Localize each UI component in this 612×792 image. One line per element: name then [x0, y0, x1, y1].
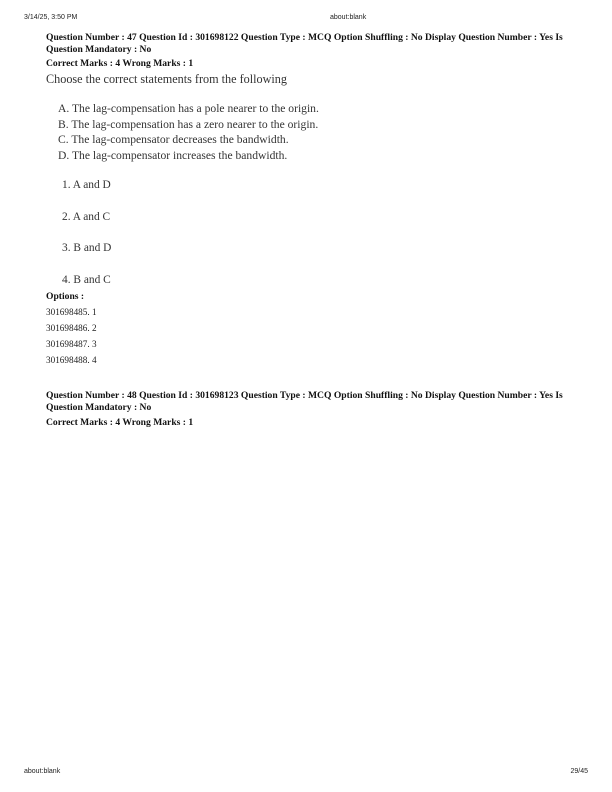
question-47-statements — [58, 101, 319, 163]
question-47-marks: Correct Marks : 4 Wrong Marks : 1 — [46, 58, 194, 69]
option-id-1: 301698485. 1 — [46, 307, 97, 317]
choice-1: 1. A and D — [62, 179, 111, 191]
question-47-text: Choose the correct statements from the following — [46, 72, 287, 86]
question-48-meta: Question Number : 48 Question Id : 301698123 Question Type : MCQ Option Shuffling : No Display Question Number : Yes Is Question Mandatory : No — [46, 390, 563, 413]
choice-4: 4. B and C — [62, 274, 111, 286]
question-47-meta: Question Number : 47 Question Id : 301698122 Question Type : MCQ Option Shuffling : No Display Question Number : Yes Is Question Mandatory : No — [46, 32, 563, 55]
option-id-3: 301698487. 3 — [46, 339, 97, 349]
page-number: 29/45 — [570, 768, 588, 775]
choice-2: 2. A and C — [62, 211, 111, 223]
option-id-4: 301698488. 4 — [46, 355, 97, 365]
statement-d: D. The lag-compensator increases the bandwidth. — [58, 148, 288, 162]
option-id-2: 301698486. 2 — [46, 323, 97, 333]
choice-3: 3. B and D — [62, 242, 112, 254]
question-48-marks: Correct Marks : 4 Wrong Marks : 1 — [46, 417, 194, 428]
print-url-footer: about:blank — [24, 768, 61, 775]
print-timestamp: 3/14/25, 3:50 PM — [24, 14, 78, 21]
statement-a: A. The lag-compensation has a pole nearer to the origin. — [58, 102, 319, 115]
statement-b: B. The lag-compensation has a zero nearer to the origin. — [58, 117, 319, 131]
statement-c: C. The lag-compensator decreases the bandwidth. — [58, 133, 289, 147]
options-label: Options : — [46, 291, 85, 302]
print-url-header: about:blank — [330, 14, 367, 21]
